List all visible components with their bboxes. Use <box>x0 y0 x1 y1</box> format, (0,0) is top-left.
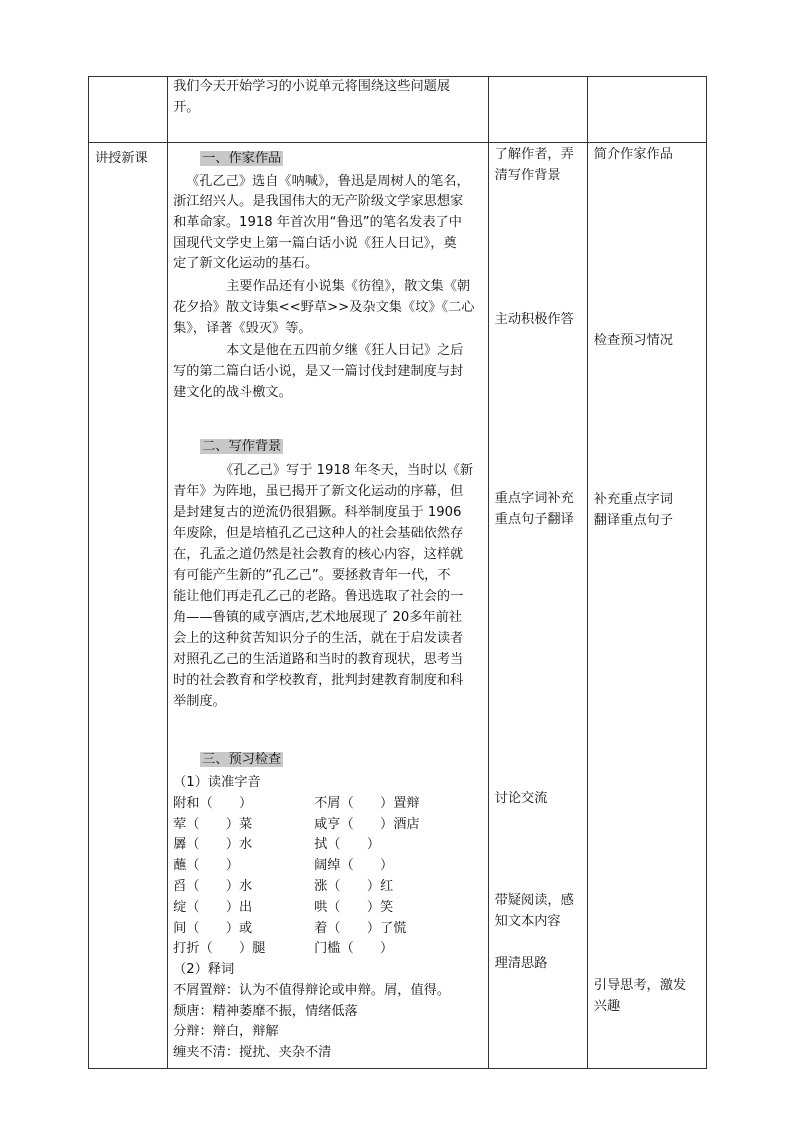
intro-line-2: 开。 <box>173 100 200 115</box>
pinyin-item: 绽（ ）出 <box>173 900 253 915</box>
subheading: （1）读准字音 <box>173 775 261 790</box>
text-line: 时的社会教育和学校教育，批判封建教育制度和科 <box>173 673 464 688</box>
pinyin-item: 拭（ ） <box>314 837 381 852</box>
word-definition: 不屑置辩：认为不值得辩论或申辩。屑，值得。 <box>173 983 451 998</box>
main-row <box>89 143 707 1069</box>
word-definition: 分辩：辩白，辩解 <box>173 1024 279 1039</box>
pinyin-item: 打折（ ）腿 <box>173 941 266 956</box>
pinyin-item: 咸亨（ ）酒店 <box>314 817 420 832</box>
pinyin-item: 蘸（ ） <box>173 858 240 873</box>
section-heading: 一、作家作品 <box>202 151 282 166</box>
text-line: 是封建复古的逆流仍很猖獗。科举制度虽于 1906 <box>173 505 462 520</box>
text-line: 集》，译著《毁灭》等。 <box>173 321 312 336</box>
lesson-plan-table <box>88 76 707 1069</box>
student-activity: 理清思路 <box>494 956 548 971</box>
text-line: 和革命家。1918 年首次用“鲁迅”的笔名发表了中 <box>173 215 462 230</box>
content-cell <box>168 143 489 1069</box>
text-line: 《孔乙己》选自《呐喊》，鲁迅是周树人的笔名， <box>186 174 470 189</box>
teacher-activity: 兴趣 <box>593 999 621 1014</box>
student-activity: 清写作背景 <box>494 168 561 183</box>
student-activity: 主动积极作答 <box>494 312 574 327</box>
pinyin-item: 间（ ）或 <box>173 921 253 936</box>
pinyin-item: 不屑（ ）置辩 <box>314 796 420 811</box>
student-activity: 讨论交流 <box>494 791 548 806</box>
text-line: 青年》为阵地，虽已揭开了新文化运动的序幕，但 <box>173 484 464 499</box>
student-activity: 重点句子翻译 <box>494 512 574 527</box>
text-line: 定了新文化运动的基石。 <box>173 256 319 271</box>
text-line: 浙江绍兴人。是我国伟大的无产阶级文学家思想家 <box>173 194 464 209</box>
teacher-activity: 简介作家作品 <box>593 147 673 162</box>
pinyin-item: 附和（ ） <box>173 796 253 811</box>
text-line: 角——鲁镇的咸亨酒店,艺术地展现了 20多年前社 <box>173 610 463 625</box>
intro-row <box>89 77 707 143</box>
teacher-activity: 翻译重点句子 <box>593 513 673 528</box>
text-line: 写的第二篇白话小说，是又一篇讨伐封建制度与封 <box>173 364 464 379</box>
pinyin-item: 涨（ ）红 <box>314 879 394 894</box>
student-activity: 知文本内容 <box>494 914 561 929</box>
intro-content-cell <box>168 77 489 143</box>
pinyin-item: 哄（ ）笑 <box>314 900 394 915</box>
text-line: 对照孔乙己的生活道路和当时的教育现状，思考当 <box>173 652 464 667</box>
pinyin-item: 羼（ ）水 <box>173 837 253 852</box>
text-line: 在，孔孟之道仍然是社会教育的核心内容，这样就 <box>173 547 464 562</box>
student-activity-cell <box>488 143 587 1069</box>
text-line: 国现代文学史上第一篇白话小说《狂人日记》，奠 <box>173 236 457 251</box>
section-heading: 三、预习检查 <box>202 752 282 767</box>
student-activity: 带疑阅读，感 <box>494 893 574 908</box>
teacher-activity-cell <box>587 143 706 1069</box>
intro-teacher-cell <box>587 77 706 143</box>
subheading: （2）释词 <box>173 962 235 977</box>
text-line: 举制度。 <box>173 694 226 709</box>
teacher-activity: 检查预习情况 <box>593 333 673 348</box>
text-line: 建文化的战斗檄文。 <box>173 385 292 400</box>
student-activity: 了解作者，弄 <box>494 147 574 162</box>
section-heading: 二、写作背景 <box>202 439 282 454</box>
pinyin-item: 阔绰（ ） <box>314 858 394 873</box>
text-line: 有可能产生新的“孔乙己”。要拯救青年一代，不 <box>173 568 451 583</box>
pinyin-item: 着（ ）了慌 <box>314 921 407 936</box>
teacher-activity: 引导思考，激发 <box>593 978 687 993</box>
intro-line-1: 我们今天开始学习的小说单元将围绕这些问题展 <box>173 79 451 94</box>
text-line: 能让他们再走孔乙己的老路。鲁迅选取了社会的一 <box>173 589 464 604</box>
text-line: 年废除，但是培植孔乙己这种人的社会基础依然存 <box>173 526 464 541</box>
text-line: 会上的这种贫苦知识分子的生活，就在于启发读者 <box>173 631 464 646</box>
text-line: 花夕拾》散文诗集<<野草>>及杂文集《坟》《二心 <box>173 300 475 315</box>
word-definition: 颓唐：精神萎靡不振，情绪低落 <box>173 1004 358 1019</box>
pinyin-item: 荤（ ）菜 <box>173 817 253 832</box>
intro-student-cell <box>488 77 587 143</box>
pinyin-item: 舀（ ）水 <box>173 879 253 894</box>
teacher-activity: 补充重点字词 <box>593 492 673 507</box>
stage-cell <box>89 143 168 1069</box>
text-line: 《孔乙己》写于 1918 年冬天，当时以《新 <box>220 463 474 478</box>
text-line: 本文是他在五四前夕继《狂人日记》之后 <box>226 343 464 358</box>
pinyin-item: 门槛（ ） <box>314 941 394 956</box>
intro-stage-cell <box>89 77 168 143</box>
word-definition: 缠夹不清：搅扰、夹杂不清 <box>173 1045 332 1060</box>
student-activity: 重点字词补充 <box>494 491 574 506</box>
text-line: 主要作品还有小说集《彷徨》，散文集《朝 <box>226 279 471 294</box>
stage-label: 讲授新课 <box>95 151 148 166</box>
